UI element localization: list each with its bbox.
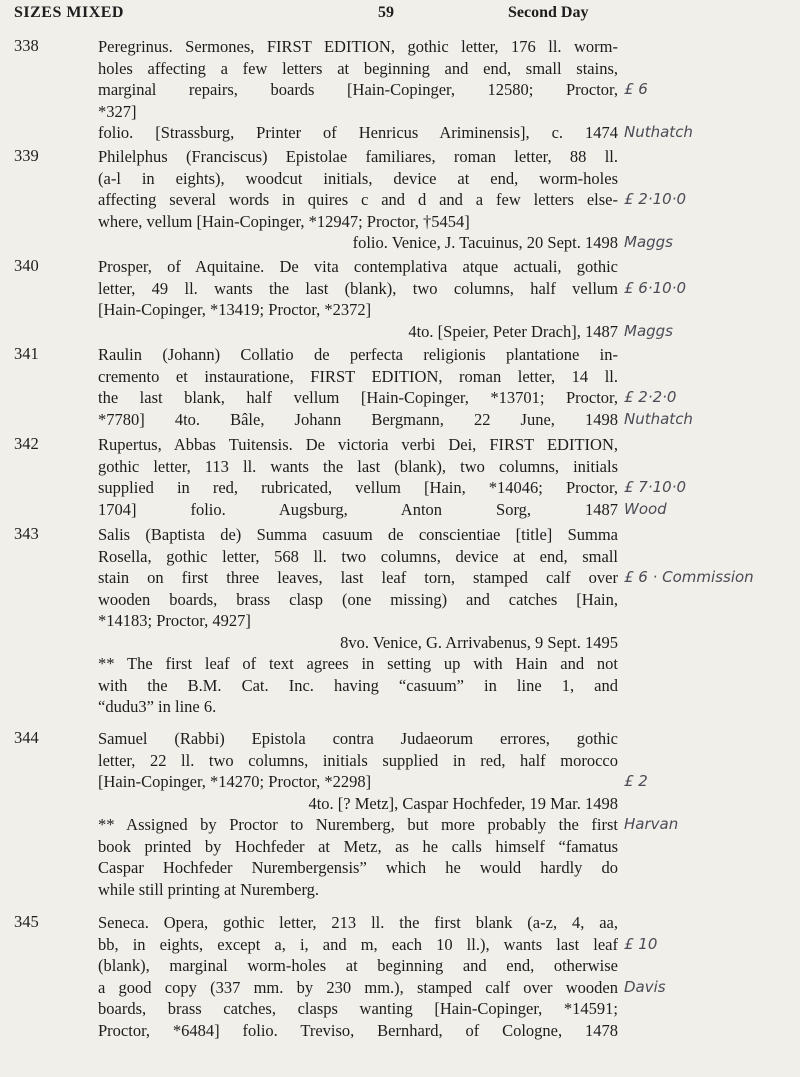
annotation-line: £ 2·2·0 [624, 388, 677, 406]
annotation-line [624, 546, 800, 568]
lot-number: 342 [14, 434, 39, 453]
entry-line: (a-l in eights), woodcut initials, device at end, worm-holes [98, 168, 618, 188]
annotation-line: Nuthatch [624, 123, 693, 141]
handwritten-annotation [624, 524, 800, 589]
annotation-line: Harvan [624, 815, 679, 833]
annotation-line [624, 344, 800, 366]
entry-line: Rupertus, Abbas Tuitensis. De victoria verbi Dei, FIRST EDITION, [98, 435, 618, 454]
annotation-line [624, 146, 800, 168]
annotation-line: Davis [624, 977, 666, 996]
entry-line: where, vellum [Hain-Copinger, *12947; Proctor, †5454] [98, 211, 470, 231]
entry-description [98, 256, 618, 342]
annotation-line [624, 456, 800, 478]
entry-line: 4to. [? Metz], Caspar Hochfeder, 19 Mar. 1498 [308, 793, 618, 813]
annotation-line: £ 10 [624, 934, 658, 953]
entry-description [98, 344, 618, 430]
entry-note-line: while still printing at Nuremberg. [98, 879, 320, 899]
annotation-line [624, 211, 800, 233]
handwritten-annotation [624, 256, 800, 342]
entry-line: Rosella, gothic letter, 568 ll. two columns, device at end, small [98, 546, 618, 566]
entry-line: 4to. [Speier, Peter Drach], 1487 [408, 321, 618, 341]
entry-line: Seneca. Opera, gothic letter, 213 ll. the first blank (a-z, 4, aa, [98, 913, 618, 932]
entry-description [98, 434, 618, 520]
entry-line: a good copy (337 mm. by 230 mm.), stamped calf over wooden [98, 977, 618, 997]
entry-line: folio. Venice, J. Tacuinus, 20 Sept. 1498 [352, 233, 618, 252]
lot-number: 345 [14, 912, 39, 931]
entry-line: cremento et instauratione, FIRST EDITION, roman letter, 14 ll. [98, 366, 618, 386]
entry-note-line: Caspar Hochfeder Nurembergensis” which he would hardly do [98, 858, 618, 877]
header-left: SIZES MIXED [14, 4, 124, 21]
entry-line: folio. [Strassburg, Printer of Henricus Ariminensis], c. 1474 [98, 123, 618, 142]
lot-number: 338 [14, 36, 39, 55]
entry-line: 1704] folio. Augsburg, Anton Sorg, 1487 [98, 499, 618, 519]
handwritten-annotation [624, 36, 800, 144]
annotation-line [624, 750, 800, 772]
entry-line: Samuel (Rabbi) Epistola contra Judaeorum errores, gothic [98, 729, 618, 748]
entry-note-line: with the B.M. Cat. Inc. having “casuum” in line 1, and [98, 675, 618, 695]
entry-line: affecting several words in quires c and d and a few letters else- [98, 190, 618, 209]
entry-line: Proctor, *6484] folio. Treviso, Bernhard, of Cologne, 1478 [98, 1020, 618, 1040]
entry-line: letter, 22 ll. two columns, initials supplied in red, half morocco [98, 750, 618, 770]
entry-description [98, 146, 618, 254]
annotation-line: Maggs [624, 233, 673, 251]
handwritten-annotation [624, 912, 800, 998]
entry-line: marginal repairs, boards [Hain-Copinger, 12580; Proctor, [98, 80, 618, 99]
entry-line: [Hain-Copinger, *13419; Proctor, *2372] [98, 300, 372, 319]
annotation-line: Nuthatch [624, 409, 693, 428]
annotation-line: £ 2 [624, 772, 648, 790]
annotation-line [624, 728, 800, 750]
lot-number: 343 [14, 524, 39, 543]
annotation-line [624, 256, 800, 278]
header-right: Second Day [508, 4, 589, 21]
entry-line: Raulin (Johann) Collatio de perfecta religionis plantatione in- [98, 345, 618, 364]
entry-line: *7780] 4to. Bâle, Johann Bergmann, 22 June, 1498 [98, 409, 618, 429]
annotation-line: Maggs [624, 321, 673, 340]
entry-line: supplied in red, rubricated, vellum [Hain, *14046; Proctor, [98, 478, 618, 497]
annotation-line: £ 6 · Commission [624, 568, 754, 586]
handwritten-annotation [624, 344, 800, 430]
entry-line: letter, 49 ll. wants the last (blank), two columns, half vellum [98, 278, 618, 298]
entry-line: 8vo. Venice, G. Arrivabenus, 9 Sept. 1495 [340, 632, 618, 652]
lot-number: 339 [14, 146, 39, 165]
entry-note-line: ** Assigned by Proctor to Nuremberg, but more probably the first [98, 815, 618, 834]
annotation-line [624, 434, 800, 456]
entry-note-line: book printed by Hochfeder at Metz, as he calls himself “famatus [98, 836, 618, 856]
annotation-line: £ 6 [624, 80, 648, 98]
annotation-line: £ 6·10·0 [624, 278, 687, 297]
entry-description [98, 912, 618, 1041]
entry-line: boards, brass catches, clasps wanting [Hain-Copinger, *14591; [98, 999, 618, 1018]
entry-line: wooden boards, brass clasp (one missing) and catches [Hain, [98, 589, 618, 609]
lot-number: 341 [14, 344, 39, 363]
annotation-line [624, 36, 800, 58]
annotation-line [624, 524, 800, 546]
entry-line: Peregrinus. Sermones, FIRST EDITION, gothic letter, 176 ll. worm- [98, 37, 618, 56]
entry-description [98, 524, 618, 718]
entry-line: (blank), marginal worm-holes at beginning and end, otherwise [98, 956, 618, 975]
entry-line: Philelphus (Franciscus) Epistolae familiares, roman letter, 88 ll. [98, 147, 618, 166]
annotation-line: £ 7·10·0 [624, 478, 687, 496]
annotation-line [624, 955, 800, 977]
entry-line: *14183; Proctor, 4927] [98, 611, 251, 630]
entry-line: bb, in eights, except a, i, and m, each 10 ll.), wants last leaf [98, 934, 618, 954]
annotation-line [624, 101, 800, 123]
lot-number: 340 [14, 256, 39, 275]
entry-line: Salis (Baptista de) Summa casuum de conscientiae [title] Summa [98, 525, 618, 544]
annotation-line [624, 366, 800, 388]
handwritten-annotation [624, 146, 800, 254]
entry-line: [Hain-Copinger, *14270; Proctor, *2298] [98, 772, 372, 791]
annotation-line: £ 2·10·0 [624, 190, 687, 208]
handwritten-annotation [624, 728, 800, 836]
entry-line: stain on first three leaves, last leaf torn, stamped calf over [98, 568, 618, 587]
entry-line: holes affecting a few letters at beginning and end, small stains, [98, 58, 618, 78]
page-number: 59 [378, 4, 394, 21]
annotation-line [624, 793, 800, 815]
entry-line: the last blank, half vellum [Hain-Copinger, *13701; Proctor, [98, 388, 618, 407]
entry-line: Prosper, of Aquitaine. De vita contemplativa atque actuali, gothic [98, 257, 618, 276]
entry-description [98, 728, 618, 900]
page-header [0, 4, 800, 28]
entry-line: gothic letter, 113 ll. wants the last (blank), two columns, initials [98, 456, 618, 476]
annotation-line [624, 168, 800, 190]
annotation-line [624, 58, 800, 80]
entry-line: *327] [98, 101, 137, 121]
annotation-line: Wood [624, 499, 667, 518]
entry-note-line: “dudu3” in line 6. [98, 697, 217, 716]
annotation-line [624, 299, 800, 321]
annotation-line [624, 912, 800, 934]
entry-description [98, 36, 618, 144]
handwritten-annotation [624, 434, 800, 520]
lot-number: 344 [14, 728, 39, 747]
entry-note-line: ** The first leaf of text agrees in setting up with Hain and not [98, 654, 618, 673]
